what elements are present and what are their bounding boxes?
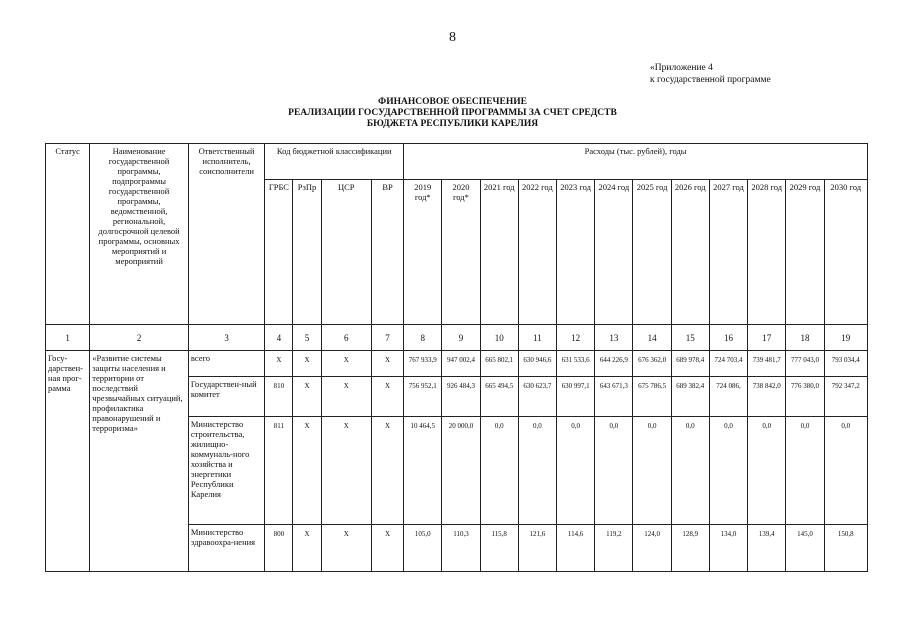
header-year: 2029 год: [786, 180, 824, 325]
row-value: 119,2: [595, 525, 633, 572]
row-value: 0,0: [748, 417, 786, 525]
column-number: 5: [293, 325, 321, 351]
financing-table: [45, 143, 868, 572]
header-year: 2022 год: [518, 180, 556, 325]
row-value: 689 978,4: [671, 351, 709, 377]
row-rzpr: Х: [293, 525, 321, 572]
column-number: 2: [90, 325, 189, 351]
row-value: 20 000,0: [442, 417, 480, 525]
column-number: 4: [265, 325, 293, 351]
row-value: 139,4: [748, 525, 786, 572]
column-number: 1: [46, 325, 90, 351]
row-executor: Министерство строительства, жилищно-коммуналь-ного хозяйства и энергетики Республики Карелия: [188, 417, 264, 525]
table-row: [46, 351, 868, 377]
row-value: 630 997,1: [557, 377, 595, 417]
row-value: 105,0: [404, 525, 442, 572]
row-value: 792 347,2: [824, 377, 867, 417]
program-name: «Развитие системы защиты населения и территории от последствий чрезвычайных ситуаций, профилактика правонарушений и терроризма»: [90, 351, 189, 572]
header-status: Статус: [46, 144, 90, 325]
column-number: 14: [633, 325, 671, 351]
header-year: 2028 год: [748, 180, 786, 325]
header-rzpr: РзПр: [293, 180, 321, 325]
row-executor: всего: [188, 351, 264, 377]
column-number: 18: [786, 325, 824, 351]
row-value: 0,0: [595, 417, 633, 525]
header-year: 2023 год: [557, 180, 595, 325]
row-value: 926 484,3: [442, 377, 480, 417]
column-number: 15: [671, 325, 709, 351]
row-value: 114,6: [557, 525, 595, 572]
column-number: 11: [518, 325, 556, 351]
header-csr: ЦСР: [321, 180, 371, 325]
column-number: 9: [442, 325, 480, 351]
column-number: 16: [709, 325, 747, 351]
row-vr: Х: [371, 525, 403, 572]
header-year: 2026 год: [671, 180, 709, 325]
title-line-2: РЕАЛИЗАЦИИ ГОСУДАРСТВЕННОЙ ПРОГРАММЫ ЗА СЧЕТ СРЕДСТВ: [288, 108, 617, 118]
row-value: 0,0: [786, 417, 824, 525]
appendix-line-1: «Приложение 4: [650, 63, 713, 73]
row-value: 644 226,9: [595, 351, 633, 377]
header-year: 2021 год: [480, 180, 518, 325]
header-row-1: [46, 144, 868, 180]
row-value: 689 382,4: [671, 377, 709, 417]
row-value: 0,0: [633, 417, 671, 525]
row-value: 124,0: [633, 525, 671, 572]
row-value: 738 842,0: [748, 377, 786, 417]
row-executor: Министерство здравоохра-нения: [188, 525, 264, 572]
document-title: [0, 97, 905, 130]
row-value: 630 623,7: [518, 377, 556, 417]
row-value: 793 034,4: [824, 351, 867, 377]
row-value: 0,0: [518, 417, 556, 525]
row-value: 0,0: [824, 417, 867, 525]
row-value: 776 380,0: [786, 377, 824, 417]
row-value: 676 362,0: [633, 351, 671, 377]
row-value: 756 952,1: [404, 377, 442, 417]
row-value: 767 933,9: [404, 351, 442, 377]
row-rzpr: Х: [293, 377, 321, 417]
row-grbs: 800: [265, 525, 293, 572]
appendix-note: [650, 62, 771, 86]
row-value: 134,0: [709, 525, 747, 572]
row-value: 643 671,3: [595, 377, 633, 417]
row-value: 675 786,5: [633, 377, 671, 417]
row-value: 739 481,7: [748, 351, 786, 377]
header-year: 2019 год*: [404, 180, 442, 325]
row-grbs: 810: [265, 377, 293, 417]
row-csr: Х: [321, 377, 371, 417]
row-value: 0,0: [671, 417, 709, 525]
column-number: 7: [371, 325, 403, 351]
title-line-1: ФИНАНСОВОЕ ОБЕСПЕЧЕНИЕ: [378, 97, 527, 107]
row-vr: Х: [371, 417, 403, 525]
column-number: 13: [595, 325, 633, 351]
row-csr: Х: [321, 417, 371, 525]
header-year: 2027 год: [709, 180, 747, 325]
row-value: 150,8: [824, 525, 867, 572]
column-number: 10: [480, 325, 518, 351]
row-rzpr: Х: [293, 417, 321, 525]
row-value: 128,9: [671, 525, 709, 572]
row-value: 0,0: [709, 417, 747, 525]
header-year: 2030 год: [824, 180, 867, 325]
page-number: 8: [449, 30, 456, 45]
program-status: Госу-дарствен-ная прог-рамма: [46, 351, 90, 572]
column-number: 17: [748, 325, 786, 351]
row-value: 665 494,5: [480, 377, 518, 417]
row-csr: Х: [321, 525, 371, 572]
header-name: Наименование государственной программы, подпрограммы государственной программы, ведомственной, региональной, долгосрочной целевой программы, основных мероприятий и мероприятий: [90, 144, 189, 325]
row-value: 121,6: [518, 525, 556, 572]
column-number: 12: [557, 325, 595, 351]
column-number: 19: [824, 325, 867, 351]
row-value: 724 703,4: [709, 351, 747, 377]
column-number-row: [46, 325, 868, 351]
header-vr: ВР: [371, 180, 403, 325]
header-expenses: Расходы (тыс. рублей), годы: [404, 144, 868, 180]
header-budget-code: Код бюджетной классификации: [265, 144, 404, 180]
row-csr: Х: [321, 351, 371, 377]
row-value: 115,8: [480, 525, 518, 572]
header-year: 2024 год: [595, 180, 633, 325]
column-number: 3: [188, 325, 264, 351]
row-value: 110,3: [442, 525, 480, 572]
title-line-3: БЮДЖЕТА РЕСПУБЛИКИ КАРЕЛИЯ: [366, 119, 539, 129]
header-grbs: ГРБС: [265, 180, 293, 325]
row-value: 665 802,1: [480, 351, 518, 377]
row-vr: Х: [371, 377, 403, 417]
row-vr: Х: [371, 351, 403, 377]
row-value: 145,0: [786, 525, 824, 572]
header-responsible: Ответственный исполнитель, соисполнители: [188, 144, 264, 325]
row-rzpr: Х: [293, 351, 321, 377]
row-value: 947 002,4: [442, 351, 480, 377]
row-value: 631 533,6: [557, 351, 595, 377]
header-year: 2020 год*: [442, 180, 480, 325]
row-value: 777 043,0: [786, 351, 824, 377]
row-value: 10 464,5: [404, 417, 442, 525]
row-grbs: Х: [265, 351, 293, 377]
appendix-line-2: к государственной программе: [650, 75, 771, 85]
row-value: 630 946,6: [518, 351, 556, 377]
column-number: 8: [404, 325, 442, 351]
row-grbs: 811: [265, 417, 293, 525]
row-executor: Государствен-ный комитет: [188, 377, 264, 417]
column-number: 6: [321, 325, 371, 351]
header-year: 2025 год: [633, 180, 671, 325]
row-value: 724 086,: [709, 377, 747, 417]
row-value: 0,0: [480, 417, 518, 525]
row-value: 0,0: [557, 417, 595, 525]
